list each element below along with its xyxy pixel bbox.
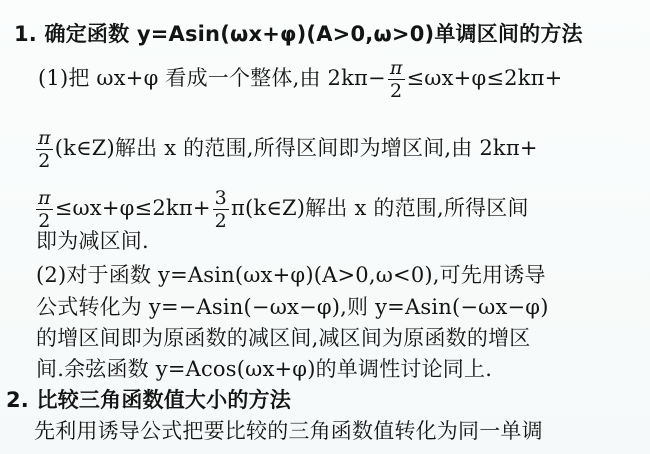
para2-line3-text: 的增区间即为原函数的减区间,减区间为原函数的增区 (36, 326, 531, 350)
para1-line2 (34, 128, 538, 171)
fraction-denominator: 2 (38, 150, 51, 172)
heading-1-title: 确定函数 y=Asin(ωx+φ)(A>0,ω>0)单调区间的方法 (44, 22, 583, 46)
para2-line4 (36, 356, 492, 382)
fraction-denominator: 2 (214, 210, 227, 232)
heading-2-number: 2. (6, 388, 29, 412)
para2-line1 (36, 262, 546, 288)
para2-line1-text: (2)对于函数 y=Asin(ωx+φ)(A>0,ω<0),可先用诱导 (36, 263, 546, 287)
para1-line3 (34, 188, 529, 231)
fraction-denominator: 2 (390, 80, 403, 102)
para1-line4 (36, 228, 149, 254)
para2-line3 (36, 325, 530, 351)
fraction-numerator: π (38, 187, 51, 209)
para2-line2 (36, 294, 549, 320)
para2-line4-text: 间.余弦函数 y=Acos(ωx+φ)的单调性讨论同上. (36, 357, 493, 381)
para1-line1-text-b: ≤ωx+φ≤2kπ+ (406, 66, 563, 90)
para1-line1 (38, 58, 562, 101)
heading-1-number: 1. (14, 22, 37, 46)
heading-2-title: 比较三角函数值大小的方法 (36, 388, 291, 412)
fraction-pi-over-2 (388, 58, 405, 101)
heading-1 (14, 21, 583, 47)
para3-line1 (34, 418, 543, 444)
para1-line3-text-mid: ≤ωx+φ≤2kπ+ (54, 196, 211, 220)
fraction-denominator: 2 (38, 210, 51, 232)
para1-line3-text-end: π(k∈Z)解出 x 的范围,所得区间 (230, 196, 529, 220)
para1-line2-text: (k∈Z)解出 x 的范围,所得区间即为增区间,由 2kπ+ (54, 136, 538, 160)
fraction-pi-over-2 (36, 128, 53, 171)
fraction-3-over-2 (213, 188, 229, 231)
fraction-pi-over-2 (36, 188, 53, 231)
heading-2 (6, 387, 291, 413)
fraction-numerator: 3 (214, 187, 227, 209)
para2-line2-text: 公式转化为 y=−Asin(−ωx−φ),则 y=Asin(−ωx−φ) (36, 295, 549, 319)
fraction-numerator: π (38, 127, 51, 149)
fraction-numerator: π (389, 57, 403, 79)
para1-line1-text-a: (1)把 ωx+φ 看成一个整体,由 2kπ− (38, 66, 386, 90)
para3-line1-text: 先利用诱导公式把要比较的三角函数值转化为同一单调 (34, 419, 543, 443)
para1-line4-text: 即为减区间. (36, 229, 149, 253)
